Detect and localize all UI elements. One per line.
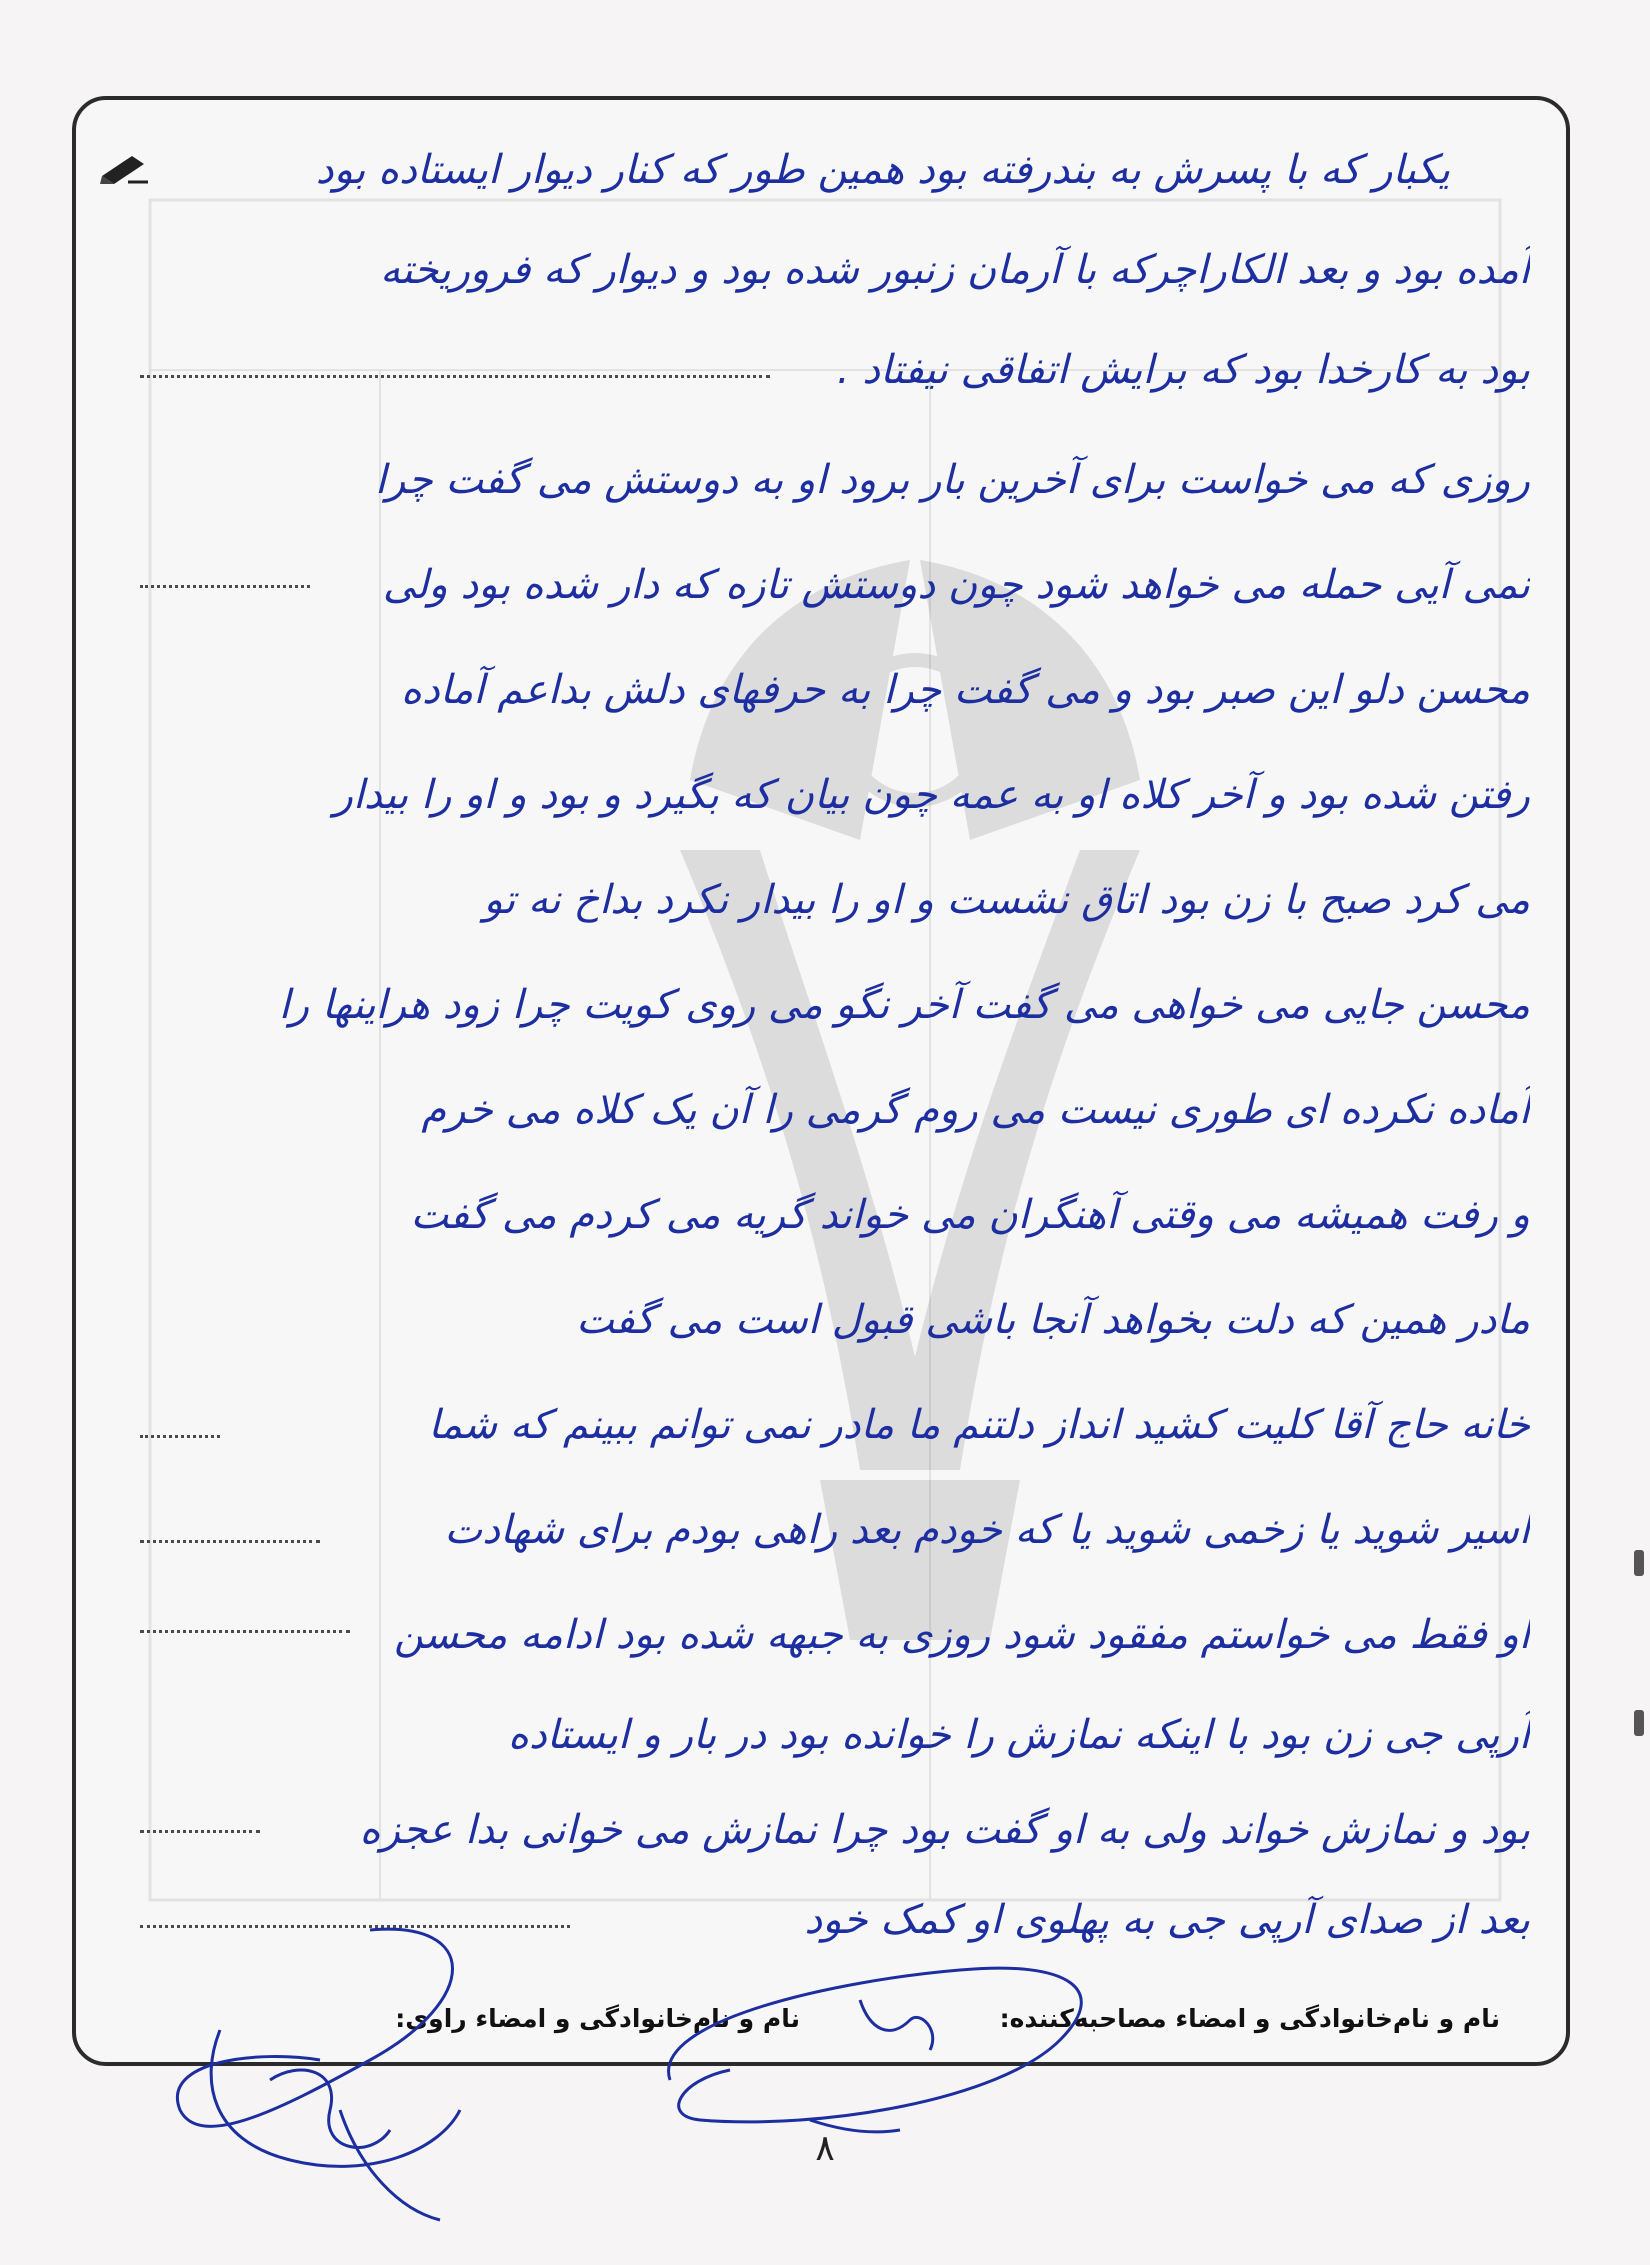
text-line: و رفت همیشه می وقتی آهنگران می خواند گریه می کردم می گفت [410,1192,1530,1238]
narrator-signature [140,1910,500,2240]
text-line: نمی آیی حمله می خواهد شود چون دوستش تازه که دار شده بود ولی [382,562,1530,608]
text-line: محسن دلو این صبر بود و می گفت چرا به حرفهای دلش بداعم آماده [401,667,1530,713]
dotted-rule [140,585,310,588]
interviewer-signature [640,1930,1120,2150]
edge-mark [1634,1710,1644,1736]
text-line: او فقط می خواستم مفقود شود روزی به جبهه شده بود ادامه محسن [393,1612,1530,1658]
page-number: ۸ [815,2128,835,2169]
text-line: خانه حاج آقا کلیت کشید انداز دلتنم ما مادر نمی توانم ببینم که شما [428,1402,1530,1448]
text-line: بعد از صدای آرپی جی به پهلوی او کمک خود [804,1897,1530,1943]
text-line: آماده نکرده ای طوری نیست می روم گرمی را آن یک کلاه می خرم [421,1087,1530,1133]
dotted-rule [140,1630,350,1633]
dotted-rule [140,375,770,378]
interviewer-signature-label: نام و نام‌خانوادگی و امضاء مصاحبه‌کننده: [999,2004,1500,2033]
dotted-rule [140,1830,260,1833]
text-line: مادر همین که دلت بخواهد آنجا باشی قبول است می گفت [576,1297,1530,1343]
text-line: آرپی جی زن بود با اینکه نمازش را خوانده بود در بار و ایستاده [508,1712,1530,1758]
narrator-signature-label: نام و نام‌خانوادگی و امضاء راوی: [395,2004,800,2033]
text-line: اسیر شوید یا زخمی شوید یا که خودم بعد راهی بودم برای شهادت [444,1507,1530,1553]
text-line: بود و نمازش خواند ولی به او گفت بود چرا نمازش می خوانی بدا عجزه [359,1807,1530,1853]
text-line: رفتن شده بود و آخر کلاه او به عمه چون بیان که بگیرد و بود و او را بیدار [333,772,1530,818]
text-line: روزی که می خواست برای آخرین بار برود او به دوستش می گفت چرا [374,457,1530,503]
text-line: محسن جایی می خواهی می گفت آخر نگو می روی کویت چرا زود هراینها را [278,982,1530,1028]
text-line: یکبار که با پسرش به بندرفته بود همین طور که کنار دیوار ایستاده بود [315,147,1450,193]
dotted-rule [140,1435,220,1438]
dotted-rule [140,1540,320,1543]
edge-mark [1634,1550,1644,1576]
text-line: می کرد صبح با زن بود اتاق نشست و او را بیدار نکرد بداخ نه تو [483,877,1530,923]
text-line: بود به کارخدا بود که برایش اتفاقی نیفتاد . [836,347,1530,393]
text-line: آمده بود و بعد الکاراچرکه با آرمان زنبور شده بود و دیوار که فروریخته [380,247,1530,293]
